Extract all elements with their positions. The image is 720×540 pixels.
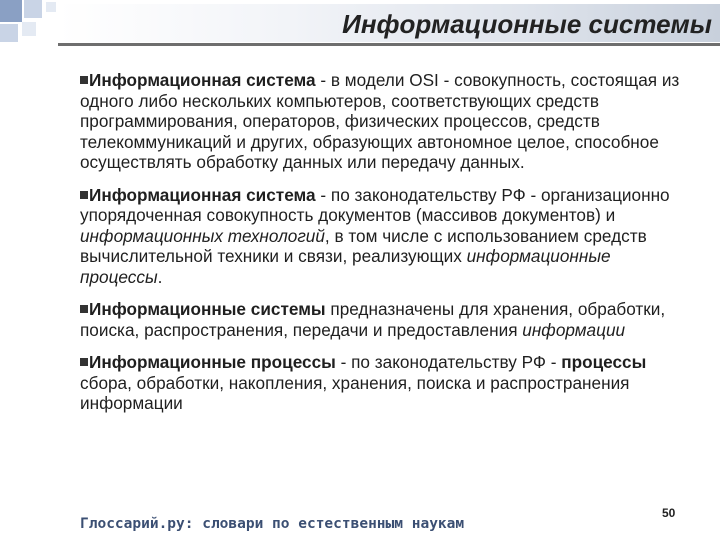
paragraph-text-segment: Информационные системы — [89, 299, 326, 319]
page-number: 50 — [662, 506, 676, 520]
paragraph-text-segment: - в модели OSI - совокупность, состоящая из одного либо нескольких компьютеров, соответствующих средств программирования, операторов, физических процессов, средств телекоммуникаций и других, образующих автономное целое, способное осуществлять обработку данных или передачу данных. — [80, 70, 680, 172]
paragraph-text-segment: - по законодательству РФ - — [335, 352, 562, 372]
paragraph-text-segment: сбора, обработки, накопления, хранения, поиска и распространения информации — [80, 372, 630, 413]
paragraph — [80, 299, 680, 340]
paragraph-text-segment: Информационная система — [89, 184, 316, 205]
title-bar — [58, 4, 720, 42]
paragraph-text-segment: Информационная система — [89, 70, 316, 90]
paragraph-text-segment: . — [157, 266, 163, 287]
slide-content — [80, 70, 680, 426]
bullet-square-icon — [80, 191, 88, 199]
paragraph-text-segment: Информационные процессы — [89, 352, 336, 372]
paragraph — [80, 70, 680, 173]
decorative-square-small — [22, 22, 36, 36]
paragraph-text-segment: , в том числе с использованием средств вычислительной техники и связи, реализующих — [80, 225, 647, 266]
decorative-square — [24, 0, 42, 18]
footer-source-link[interactable]: Глоссарий.ру: словари по естественным наукам — [80, 516, 465, 532]
paragraph — [80, 185, 680, 288]
paragraph-text-segment: предназначены для хранения, обработки, поиска, распространения, передачи и предоставления — [80, 299, 666, 340]
title-underline — [58, 43, 720, 46]
bullet-square-icon — [80, 76, 88, 84]
slide-title: Информационные системы — [342, 9, 712, 39]
paragraph-text-segment: - по законодательству РФ - организационно упорядоченная совокупность документов (массивов документов) и — [80, 184, 670, 225]
paragraph-text-segment: информационные процессы — [80, 246, 611, 287]
decorative-square-small — [46, 2, 56, 12]
paragraph — [80, 352, 680, 414]
decorative-square — [0, 24, 18, 42]
paragraph-text-segment: процессы — [561, 352, 647, 372]
paragraph-text-segment: информационных технологий — [80, 225, 325, 246]
paragraph-text-segment: информации — [522, 319, 626, 340]
bullet-square-icon — [80, 305, 88, 313]
bullet-square-icon — [80, 358, 88, 366]
decorative-square-large — [0, 0, 22, 22]
